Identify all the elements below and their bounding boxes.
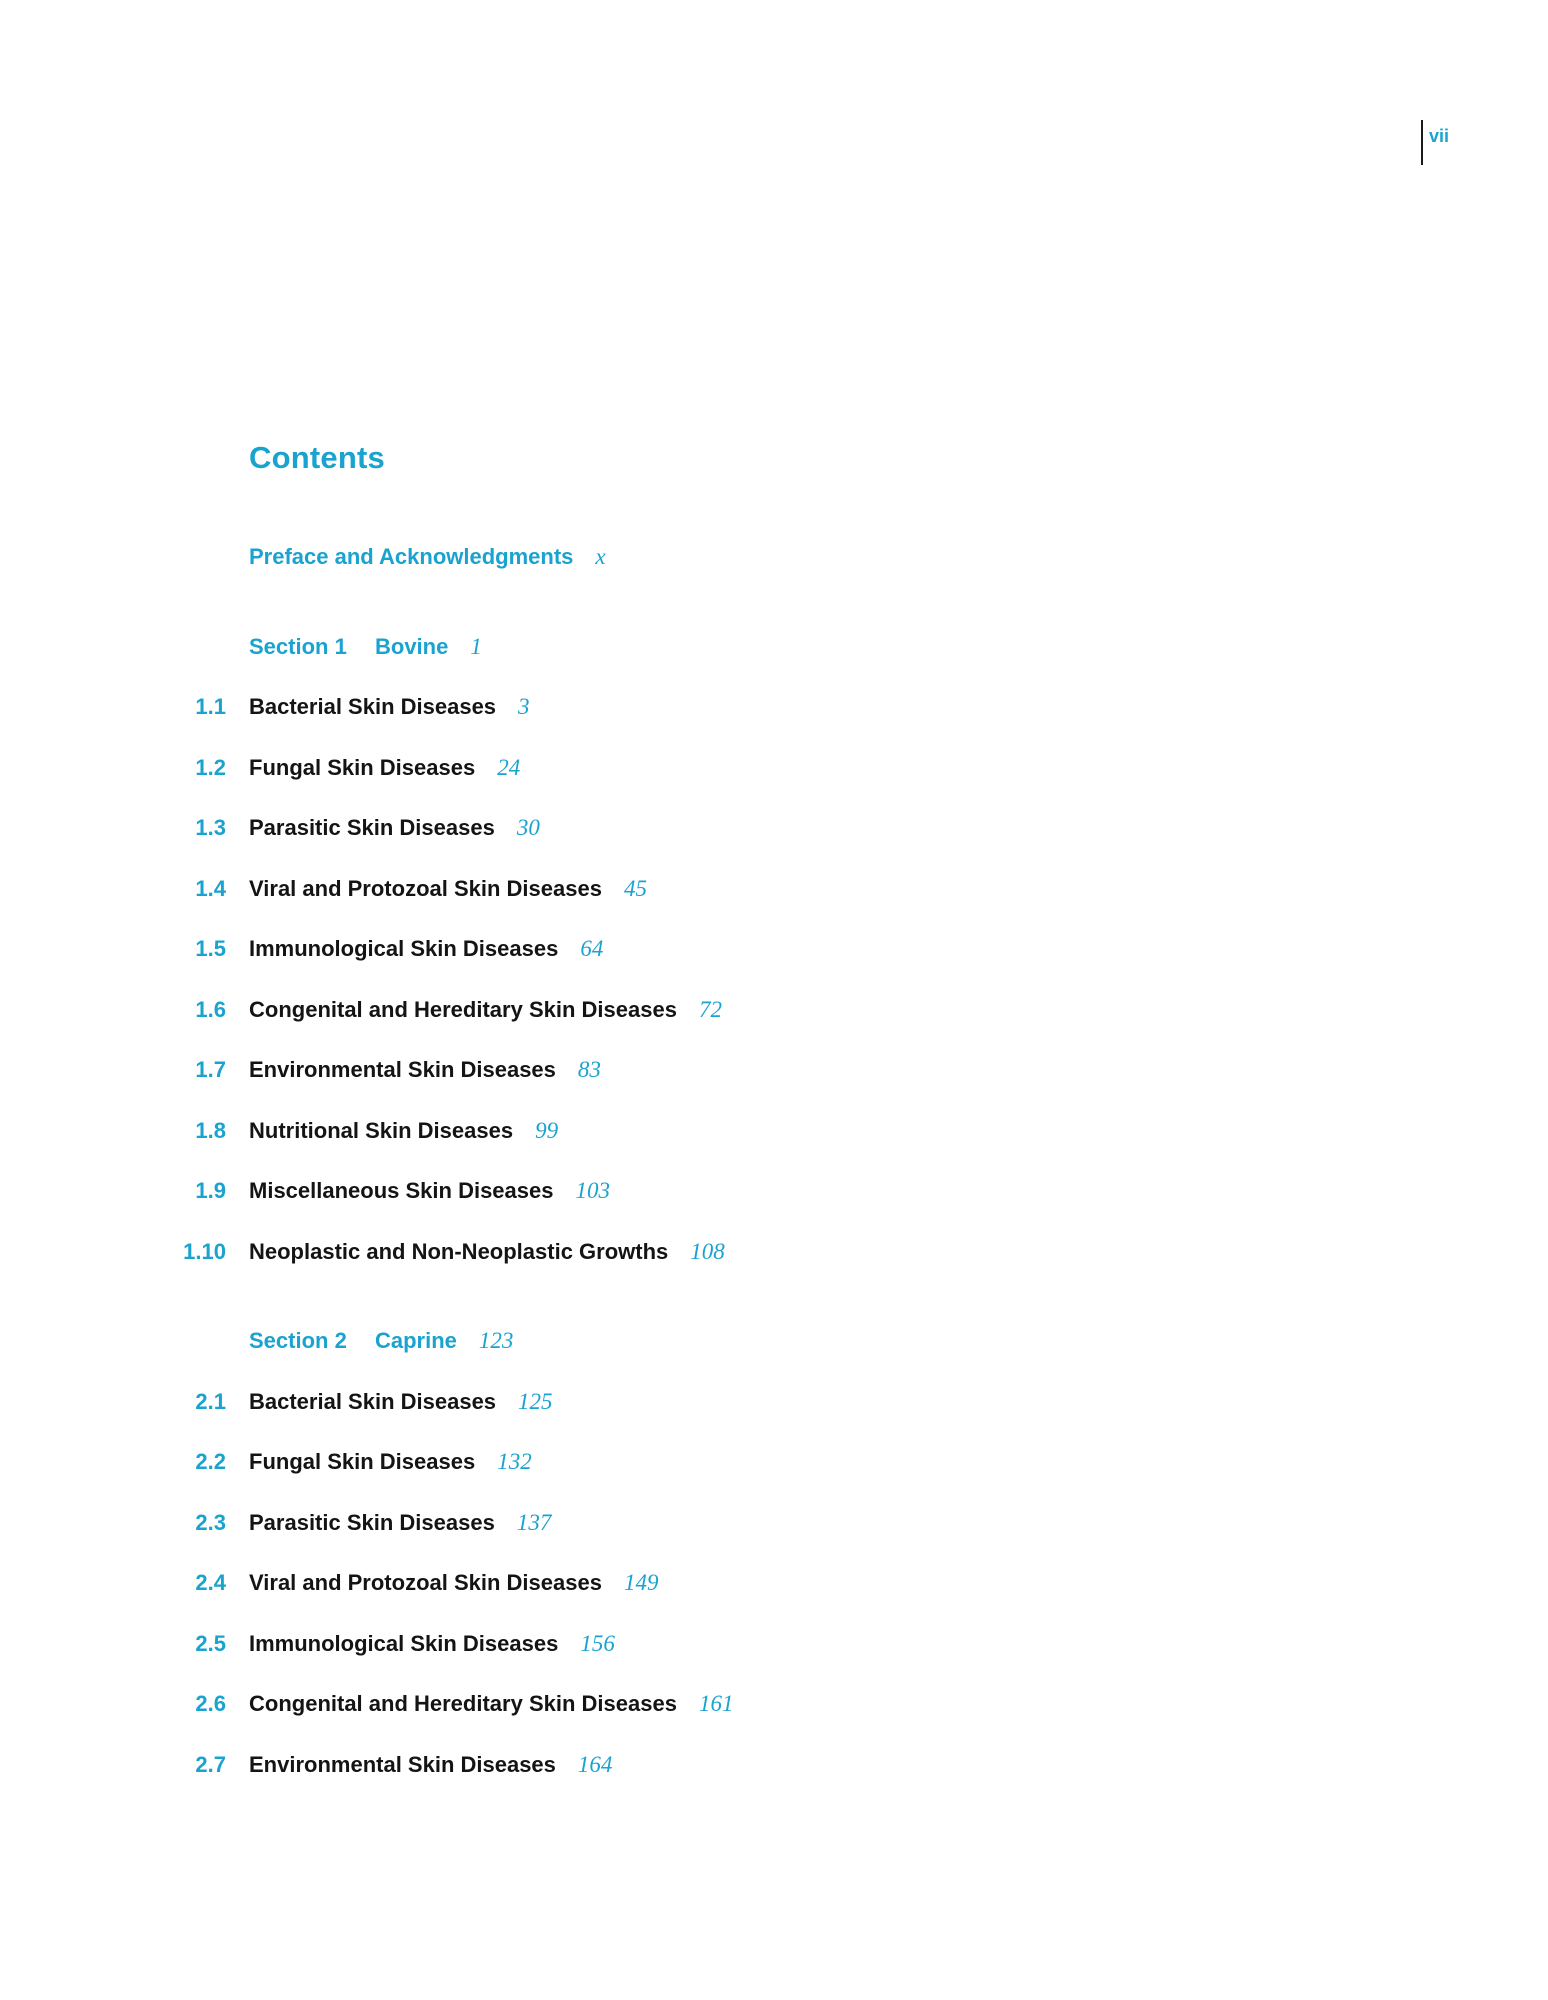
toc-entry[interactable] xyxy=(0,1111,1000,1151)
section-label: Section 2 xyxy=(249,1328,347,1353)
toc-entry[interactable] xyxy=(0,1050,1000,1090)
section-page: 1 xyxy=(470,634,482,659)
toc-entry[interactable] xyxy=(0,687,1000,727)
chapter-number: 1.2 xyxy=(195,755,226,780)
chapter-number: 1.8 xyxy=(195,1118,226,1143)
chapter-page: 149 xyxy=(623,1570,659,1595)
chapter-page: 99 xyxy=(535,1118,559,1143)
chapter-number: 1.1 xyxy=(195,694,226,719)
chapter-page: 108 xyxy=(690,1239,725,1264)
chapter-page: 45 xyxy=(623,876,647,901)
chapter-page: 125 xyxy=(518,1389,553,1414)
toc-entry[interactable] xyxy=(0,990,1000,1030)
page-number-marker xyxy=(1421,120,1449,165)
chapter-page: 83 xyxy=(577,1057,601,1082)
chapter-page: 64 xyxy=(580,936,604,961)
section-page: 123 xyxy=(478,1328,514,1353)
chapter-title: Viral and Protozoal Skin Diseases xyxy=(249,876,602,901)
chapter-number: 1.6 xyxy=(195,997,226,1022)
toc-entry[interactable] xyxy=(0,929,1000,969)
chapter-number: 2.7 xyxy=(195,1752,226,1777)
chapter-number: 2.2 xyxy=(195,1449,226,1474)
chapter-number: 2.3 xyxy=(195,1510,226,1535)
toc-entry[interactable] xyxy=(0,808,1000,848)
contents-title: Contents xyxy=(249,440,385,475)
toc-entry[interactable] xyxy=(0,748,1000,788)
chapter-page: 30 xyxy=(516,815,540,840)
chapter-page: 137 xyxy=(516,1510,552,1535)
page-marker-rule xyxy=(1421,120,1423,165)
chapter-number: 2.1 xyxy=(195,1389,226,1414)
toc-section-2[interactable] xyxy=(249,1321,513,1361)
chapter-title: Congenital and Hereditary Skin Diseases xyxy=(249,997,677,1022)
toc-section-1[interactable] xyxy=(249,627,482,667)
chapter-page: 103 xyxy=(575,1178,610,1203)
chapter-number: 1.3 xyxy=(195,815,226,840)
chapter-page: 164 xyxy=(577,1752,613,1777)
toc-entry[interactable] xyxy=(0,1745,1000,1785)
chapter-title: Bacterial Skin Diseases xyxy=(249,694,497,719)
chapter-title: Congenital and Hereditary Skin Diseases xyxy=(249,1691,677,1716)
toc-entry-preface[interactable] xyxy=(249,537,606,577)
toc-entry[interactable] xyxy=(0,1442,1000,1482)
chapter-title: Nutritional Skin Diseases xyxy=(249,1118,514,1143)
toc-entry[interactable] xyxy=(0,1171,1000,1211)
chapter-page: 132 xyxy=(497,1449,532,1474)
chapter-title: Immunological Skin Diseases xyxy=(249,1631,559,1656)
chapter-title: Viral and Protozoal Skin Diseases xyxy=(249,1570,602,1595)
chapter-page: 72 xyxy=(698,997,722,1022)
section-name: Caprine xyxy=(375,1328,457,1353)
chapter-title: Environmental Skin Diseases xyxy=(249,1057,556,1082)
chapter-title: Fungal Skin Diseases xyxy=(249,755,476,780)
chapter-page: 161 xyxy=(698,1691,734,1716)
chapter-title: Neoplastic and Non-Neoplastic Growths xyxy=(249,1239,669,1264)
toc-entry[interactable] xyxy=(0,1684,1000,1724)
chapter-title: Miscellaneous Skin Diseases xyxy=(249,1178,554,1203)
section-name: Bovine xyxy=(375,634,449,659)
chapter-number: 2.5 xyxy=(195,1631,226,1656)
toc-entry[interactable] xyxy=(0,1563,1000,1603)
chapter-number: 1.9 xyxy=(195,1178,226,1203)
chapter-number: 1.7 xyxy=(195,1057,226,1082)
front-matter-page: x xyxy=(595,544,606,569)
chapter-title: Parasitic Skin Diseases xyxy=(249,815,495,840)
chapter-number: 1.10 xyxy=(183,1239,226,1264)
chapter-page: 24 xyxy=(497,755,521,780)
chapter-page: 156 xyxy=(580,1631,615,1656)
front-matter-title: Preface and Acknowledgments xyxy=(249,544,574,569)
chapter-title: Immunological Skin Diseases xyxy=(249,936,559,961)
toc-entry[interactable] xyxy=(0,1232,1000,1272)
page-number: vii xyxy=(1429,126,1450,146)
chapter-number: 1.4 xyxy=(195,876,226,901)
chapter-title: Bacterial Skin Diseases xyxy=(249,1389,497,1414)
chapter-title: Fungal Skin Diseases xyxy=(249,1449,476,1474)
chapter-title: Environmental Skin Diseases xyxy=(249,1752,556,1777)
chapter-number: 2.4 xyxy=(195,1570,226,1595)
toc-entry[interactable] xyxy=(0,1382,1000,1422)
toc-entry[interactable] xyxy=(0,869,1000,909)
section-label: Section 1 xyxy=(249,634,347,659)
chapter-number: 1.5 xyxy=(195,936,226,961)
chapter-number: 2.6 xyxy=(195,1691,226,1716)
chapter-title: Parasitic Skin Diseases xyxy=(249,1510,495,1535)
toc-entry[interactable] xyxy=(0,1503,1000,1543)
toc-entry[interactable] xyxy=(0,1624,1000,1664)
chapter-page: 3 xyxy=(518,694,530,719)
